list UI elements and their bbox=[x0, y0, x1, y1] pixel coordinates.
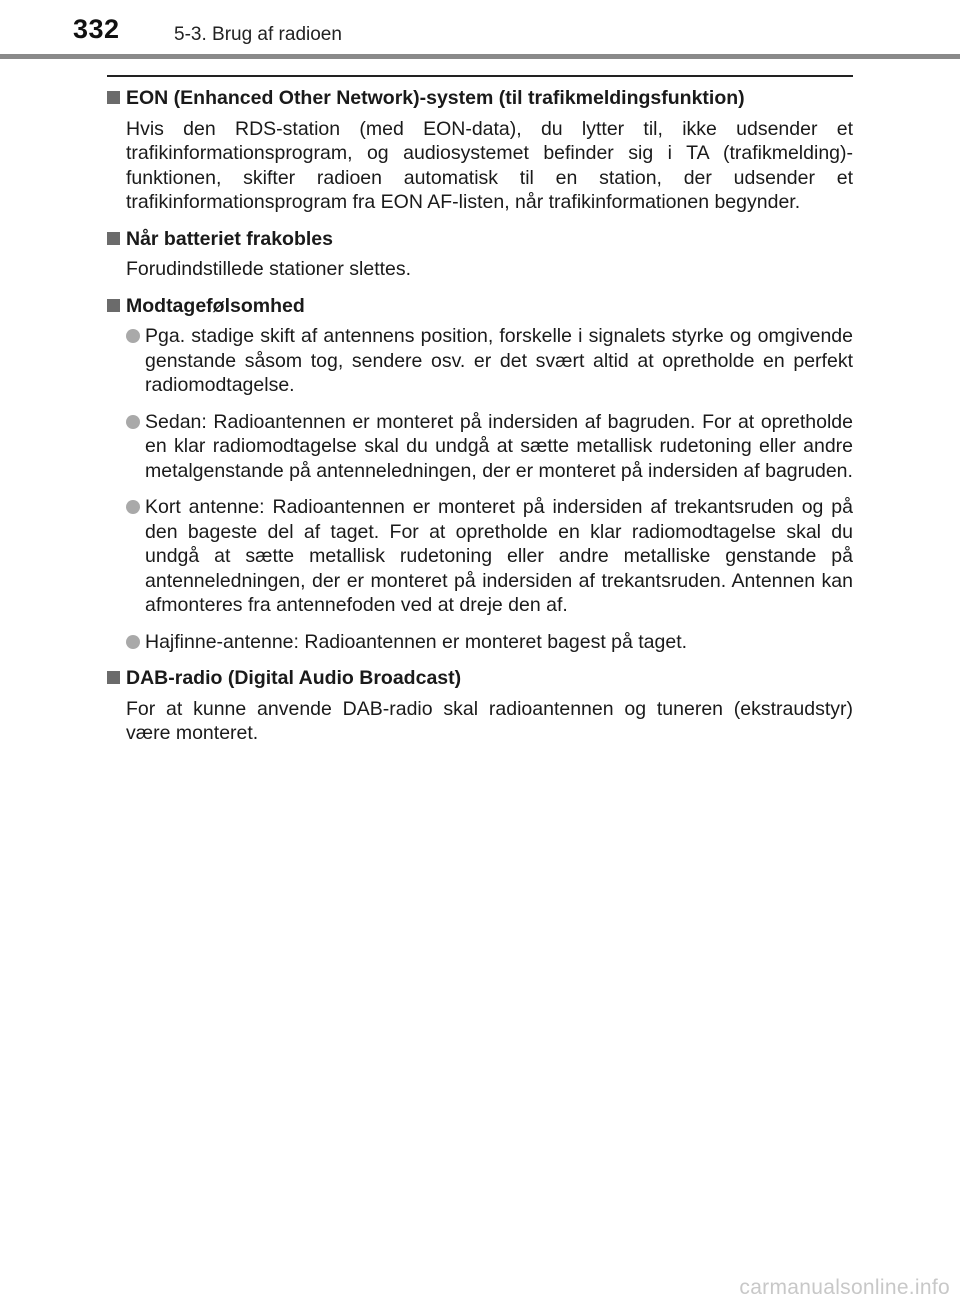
section-paragraph: Forudindstillede stationer slettes. bbox=[126, 258, 412, 280]
list-item bbox=[126, 630, 853, 655]
page-header bbox=[0, 0, 960, 60]
section-dab bbox=[107, 666, 853, 746]
section-heading-text: Modtagefølsomhed bbox=[126, 294, 305, 317]
section-battery bbox=[107, 227, 853, 282]
section-heading-text: Når batteriet frakobles bbox=[126, 227, 333, 250]
list-item bbox=[126, 324, 853, 398]
section-heading bbox=[107, 86, 853, 111]
section-heading-text: EON (Enhanced Other Network)-system (til trafikmeldingsfunktion) bbox=[126, 87, 745, 109]
list-item bbox=[126, 495, 853, 618]
top-rule bbox=[107, 75, 853, 77]
list-item-text: Sedan: Radioantennen er monteret på indersiden af bagruden. For at opretholde en klar radiomodtagelse skal du undgå at sætte metallisk rudetoning eller andre metalgenstande på antenneledningen, der er monteret på indersiden af bagruden. bbox=[145, 410, 853, 482]
square-bullet-icon bbox=[107, 232, 120, 245]
circle-bullet-icon bbox=[126, 500, 140, 514]
square-bullet-icon bbox=[107, 91, 120, 104]
page-number: 332 bbox=[73, 14, 120, 44]
circle-bullet-icon bbox=[126, 329, 140, 343]
section-heading bbox=[107, 666, 853, 691]
main-content bbox=[107, 86, 853, 758]
circle-bullet-icon bbox=[126, 415, 140, 429]
square-bullet-icon bbox=[107, 671, 120, 684]
list-item-text: Pga. stadige skift af antennens position, forskelle i signalets styrke og omgivende genstande såsom tog, sendere osv. er det svært altid at opretholde en perfekt radiomodtagelse. bbox=[145, 325, 853, 396]
section-heading-text: DAB-radio (Digital Audio Broadcast) bbox=[126, 667, 462, 689]
section-paragraph: For at kunne anvende DAB-radio skal radioantennen og tuneren (ekstraudstyr) være monteret. bbox=[126, 697, 853, 744]
section-paragraph: Hvis den RDS-station (med EON-data), du lytter til, ikke udsender et trafikinformationsprogram, og audiosystemet befinder sig i TA (trafikmelding)-funktionen, skifter radioen automatisk til en station, der udsender et trafikinformationsprogram fra EON AF-listen, når trafikinformationen begynder. bbox=[126, 117, 853, 213]
section-title: 5-3. Brug af radioen bbox=[174, 24, 342, 45]
square-bullet-icon bbox=[107, 299, 120, 312]
section-eon bbox=[107, 86, 853, 215]
circle-bullet-icon bbox=[126, 635, 140, 649]
section-heading bbox=[107, 294, 853, 319]
list-item-text: Kort antenne: Radioantennen er monteret på indersiden af trekantsruden og på den bageste del af taget. For at opretholde en klar radiomodtagelse skal du undgå at sætte metallisk rudetoning eller andre metalliske genstande på antenneledningen, der er monteret på indersiden af trekantsruden. Antennen kan afmonteres fra antennefoden ved at dreje den af. bbox=[145, 496, 853, 616]
section-heading bbox=[107, 227, 853, 252]
list-item bbox=[126, 410, 853, 484]
header-bar bbox=[0, 54, 960, 59]
list-item-text: Hajfinne-antenne: Radioantennen er monteret bagest på taget. bbox=[145, 630, 688, 653]
section-reception bbox=[107, 294, 853, 655]
watermark: carmanualsonline.info bbox=[739, 1276, 950, 1299]
